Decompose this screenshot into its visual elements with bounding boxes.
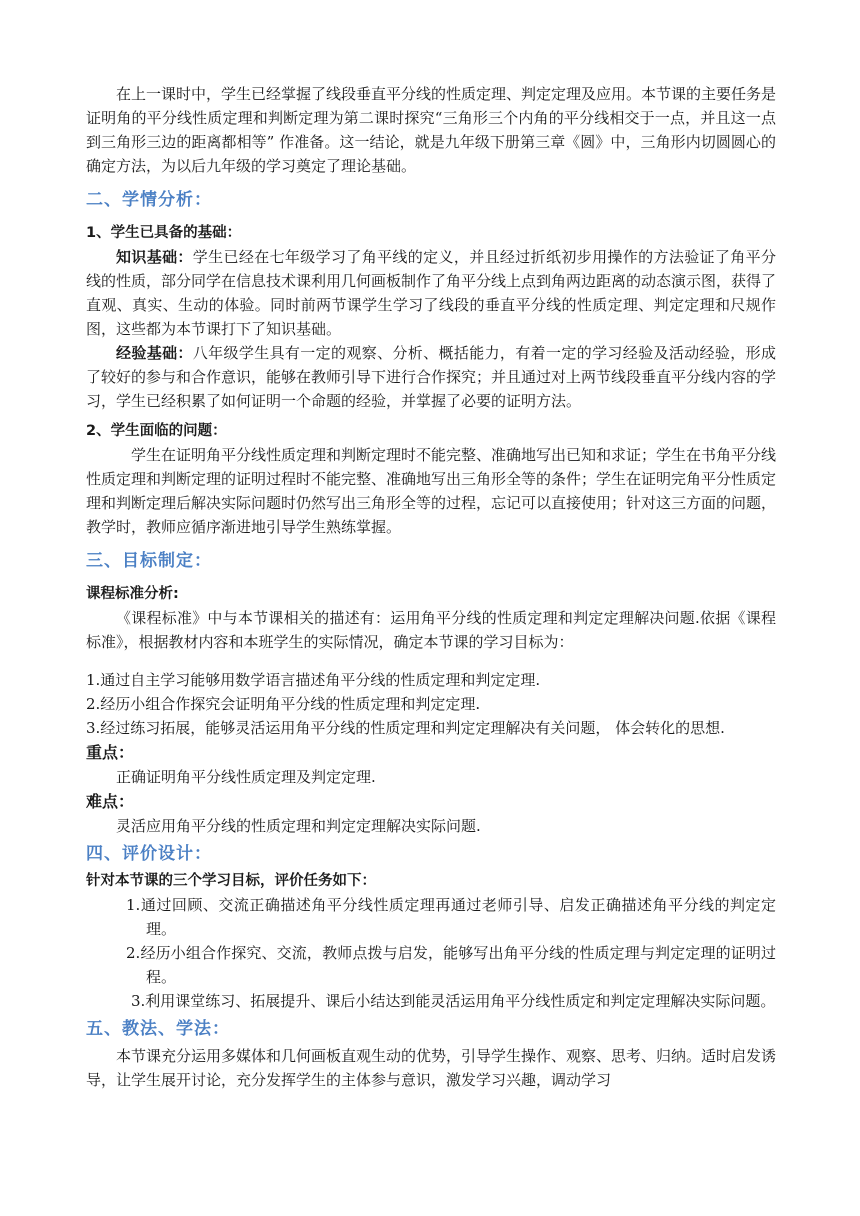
subheading-curriculum-standard: 课程标准分析: (86, 586, 179, 602)
evaluation-lead: 针对本节课的三个学习目标，评价任务如下： (86, 873, 376, 889)
learning-goal-3: 3.经过练习拓展，能够灵活运用角平分线的性质定理和判定定理解决有关问题， 体会转化的思想. (86, 719, 725, 737)
teaching-methods-paragraph: 本节课充分运用多媒体和几何画板直观生动的优势，引导学生操作、观察、思考、归纳。适时启发诱导，让学生展开讨论，充分发挥学生的主体参与意识，激发学习兴趣，调动学习 (86, 1047, 777, 1089)
evaluation-task-2: 2.经历小组合作探究、交流，教师点拨与启发，能够写出角平分线的性质定理与判定定理的证明过程。 (126, 944, 776, 986)
experience-foundation-paragraph (86, 341, 776, 413)
key-point-heading: 重点： (86, 743, 135, 762)
evaluation-task-1: 1.通过回顾、交流正确描述角平分线性质定理再通过老师引导、启发正确描述角平分线的判定定理。 (126, 896, 776, 938)
learning-goal-1: 1.通过自主学习能够用数学语言描述角平分线的性质定理和判定定理. (86, 671, 541, 689)
difficulty-text: 灵活应用角平分线的性质定理和判定定理解决实际问题. (116, 817, 481, 835)
evaluation-task-3: 3.利用课堂练习、拓展提升、课后小结达到能灵活运用角平分线性质定和判定定理解决实际问题。 (131, 992, 776, 1010)
section-heading-evaluation-design: 四、评价设计： (86, 844, 212, 864)
section-heading-goal-setting: 三、目标制定： (86, 551, 212, 571)
knowledge-foundation-paragraph (86, 245, 776, 341)
document-body (86, 82, 776, 1092)
experience-foundation-text: 八年级学生具有一定的观察、分析、概括能力，有着一定的学习经验及活动经验，形成了较好的参与和合作意识，能够在教师引导下进行合作探究；并且通过对上两节线段垂直平分线内容的学习，学生已经积累了如何证明一个命题的经验，并掌握了必要的证明方法。 (86, 344, 777, 410)
difficulty-heading: 难点： (86, 792, 135, 811)
knowledge-foundation-text: 学生已经在七年级学习了角平线的定义，并且经过折纸初步用操作的方法验证了角平分线的性质，部分同学在信息技术课利用几何画板制作了角平分线上点到角两边距离的动态演示图，获得了直观、真实、生动的体验。同时前两节课学生学习了线段的垂直平分线的性质定理、判定定理和尺规作图，这些都为本节课打下了知识基础。 (86, 248, 777, 338)
knowledge-foundation-label: 知识基础： (116, 248, 193, 266)
subheading-existing-foundation: 1、学生已具备的基础： (86, 225, 242, 241)
experience-foundation-label: 经验基础： (116, 344, 193, 362)
key-point-text: 正确证明角平分线性质定理及判定定理. (116, 768, 376, 786)
section-heading-learner-analysis: 二、学情分析： (86, 190, 212, 210)
learning-goal-2: 2.经历小组合作探究会证明角平分线的性质定理和判定定理. (86, 695, 481, 713)
curriculum-standard-paragraph: 《课程标准》中与本节课相关的描述有：运用角平分线的性质定理和判定定理解决问题.依据《课程标准》，根据教材内容和本班学生的实际情况，确定本节课的学习目标为： (86, 609, 776, 651)
intro-paragraph: 在上一课时中，学生已经掌握了线段垂直平分线的性质定理、判定定理及应用。本节课的主要任务是证明角的平分线性质定理和判断定理为第二课时探究“三角形三个内角的平分线相交于一点，并且这一点到三角形三边的距离都相等” 作准备。这一结论，就是九年级下册第三章《圆》中，三角形内切圆圆心的确定方法，为以后九年级的学习奠定了理论基础。 (86, 85, 777, 175)
problems-paragraph: 学生在证明角平分线性质定理和判断定理时不能完整、准确地写出已知和求证；学生在书角平分线性质定理和判断定理的证明过程时不能完整、准确地写出三角形全等的条件；学生在证明完角平分性质定理和判断定理后解决实际问题时仍然写出三角形全等的过程，忘记可以直接使用；针对这三方面的问题，教学时，教师应循序渐进地引导学生熟练掌握。 (86, 446, 777, 536)
section-heading-teaching-methods: 五、教法、学法： (86, 1019, 230, 1039)
subheading-problems-faced: 2、学生面临的问题： (86, 423, 227, 439)
